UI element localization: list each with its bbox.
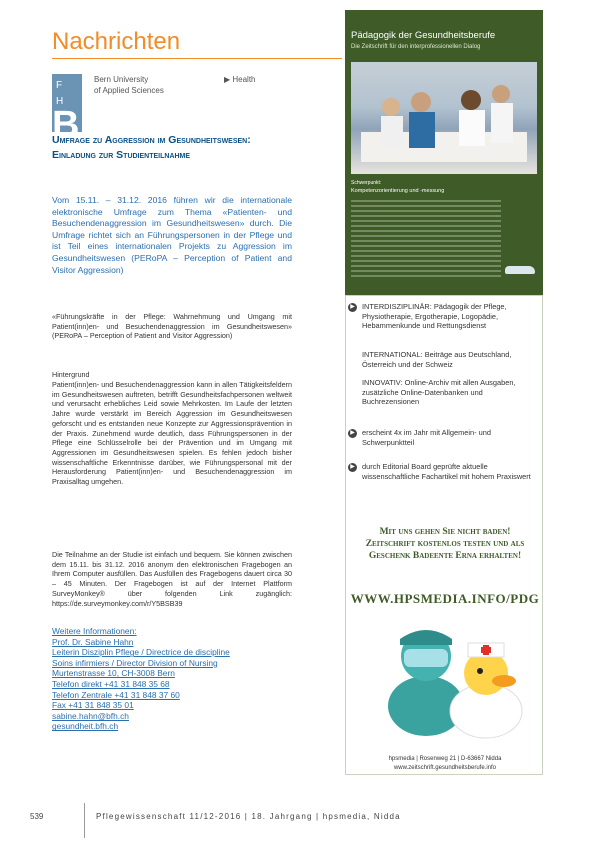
- ad-bullet-1: [348, 302, 538, 331]
- cover-contents: [351, 200, 501, 280]
- arrow-icon: ▶: [348, 303, 357, 312]
- contact-name: Prof. Dr. Sabine Hahn: [52, 636, 134, 647]
- participation-text: Die Teilnahme an der Studie ist einfach und bequem. Sie können zwischen dem 15.11. bis 31.12. 2016 anonym den elektronischen Fragebogen an Ihrem Computer ausfüllen. Das Ausfüllen des Fragebogens dauert circa 30 – 45 Minuten. Der Fragebogen ist auf der Internet Plattform SurveyMonkey® über folgenden Link zugänglich: https://de.surveymonkey.com/r/Y5BSB39: [52, 550, 292, 608]
- publisher-address: hpsmedia | Rosenweg 21 | D-63667 Nidda: [388, 756, 502, 762]
- promo-line-3: Geschenk Badeente Erna erhalten!: [368, 551, 522, 561]
- arrow-icon: ▶: [348, 463, 357, 472]
- contact-heading: Weitere Informationen:: [52, 626, 137, 636]
- background-text: Patient(inn)en- und Besuchendenaggression kann in allen Tätigkeitsfeldern im Gesundheitswesen auftreten, betrifft Gesundheitsfachpersonen weltweit und verursacht erhebliches Leid sowie Mehrkosten. Im Laufe der letzten Jahre wurde verstärkt im Bereich Aggression im Gesundheitswesen geforscht und es entstanden neue Konzepte zur Aggressionsprävention in der Praxis. Zunehmend wurde deutlich, dass Führungspersonen in der Pflege eine Schlüsselrolle bei der Prävention und im Umgang mit Aggressionen im Gesundheitswesen spielen. Es fehlen jedoch bisher wissenschaftliche Erkenntnisse darüber, wie Führungspersonal mit der Herausforderung Patient(inn)en- und Besuchendenaggression im Praxisalltag umgehen.: [52, 380, 292, 487]
- cover-photo-illustration: [351, 62, 537, 174]
- footer-divider: [84, 803, 85, 838]
- contact-role-2: Soins infirmiers / Director Division of Nursing: [52, 657, 218, 668]
- cover-title: Pädagogik der Gesundheitsberufe: [351, 30, 496, 41]
- ad-bullet-3: [348, 378, 538, 407]
- journal-ad-box: [345, 295, 543, 775]
- publisher-url-link[interactable]: www.zeitschrift.gesundheitsberufe.info: [393, 765, 497, 771]
- logo-line-1: Bern University: [94, 75, 149, 84]
- section-title: Nachrichten: [52, 28, 181, 55]
- ad-bullet-5-text: durch Editorial Board geprüfte aktuelle wissenschaftliche Fachartikel mit hohem Praxiswert: [362, 462, 531, 481]
- promo-line-1: Mit uns gehen Sie nicht baden!: [379, 527, 511, 537]
- logo-dept: ▶ Health: [224, 75, 256, 84]
- article-quote: «Führungskräfte in der Pflege: Wahrnehmung und Umgang mit Patient(inn)en- und Besuchendenaggression im Gesundheitswesen» (PERoPA – Perception of Patient and Visitor Aggression): [52, 312, 292, 341]
- ad-bullet-4-text: erscheint 4x im Jahr mit Allgemein- und Schwerpunktteil: [362, 428, 491, 447]
- cover-car-icon: [505, 266, 535, 274]
- cover-topic-label: Schwerpunkt:: [351, 180, 382, 186]
- ad-bullet-5: [348, 462, 538, 481]
- duck-illustration: [386, 611, 526, 741]
- cover-topic: Kompetenzorientierung und -messung: [351, 188, 445, 194]
- contact-block: [52, 626, 292, 732]
- logo-university: [94, 74, 164, 96]
- logo-line-2: of Applied Sciences: [94, 86, 164, 95]
- ad-bullet-4: [348, 428, 538, 447]
- footer-text: Pflegewissenschaft 11/12-2016 | 18. Jahrgang | hpsmedia, Nidda: [96, 812, 401, 821]
- logo-letter-h: H: [56, 96, 64, 107]
- contact-email-link[interactable]: sabine.hahn@bfh.ch: [52, 710, 129, 721]
- ad-bullet-1-text: INTERDISZIPLINÄR: Pädagogik der Pflege, Physiotherapie, Ergotherapie, Logopädie, Hebammenkunde und Rettungsdienst: [362, 302, 507, 331]
- page-number: 539: [30, 812, 44, 821]
- contact-phone-central: Telefon Zentrale +41 31 848 37 60: [52, 689, 180, 700]
- cover-subtitle: Die Zeitschrift für den interprofessionellen Dialog: [351, 44, 481, 50]
- contact-address: Murtenstrasse 10, CH-3008 Bern: [52, 668, 175, 679]
- contact-website-link[interactable]: gesundheit.bfh.ch: [52, 721, 119, 732]
- article-lead: Vom 15.11. – 31.12. 2016 führen wir die internationale elektronische Umfrage zum Thema «Patienten- und Besuchendenaggression im Gesundheitswesen» durch. Die Umfrage richtet sich an Führungspersonen in der Pflege und ist Teil eines internationalen Projekts zu Aggression im Gesundheitswesen (PERoPA – Perception of Patient and Visitor Aggression): [52, 195, 292, 275]
- article-headline: Umfrage zu Aggression im Gesundheitswesen: Einladung zur Studienteilnahme: [52, 134, 251, 161]
- journal-cover: [345, 10, 543, 295]
- contact-fax: Fax +41 31 848 35 01: [52, 700, 134, 711]
- title-rule: [52, 58, 342, 59]
- rubber-ducks-icon: [386, 611, 526, 741]
- ad-bullet-3-text: INNOVATIV: Online-Archiv mit allen Ausgaben, zusätzliche Online-Datenbanken und Buchrezensionen: [362, 378, 516, 407]
- ad-promo: [346, 526, 544, 562]
- cover-photo: [351, 62, 537, 174]
- logo-letter-f: F: [56, 80, 63, 91]
- ad-url-link[interactable]: WWW.HPSMEDIA.INFO/PDG: [350, 591, 540, 606]
- logo-letter-b: B: [52, 104, 80, 146]
- ad-bullet-2: [348, 350, 538, 369]
- contact-phone-direct: Telefon direkt +41 31 848 35 68: [52, 678, 170, 689]
- promo-line-2: Zeitschrift kostenlos testen und als: [365, 539, 525, 549]
- background-heading: Hintergrund: [52, 370, 90, 379]
- arrow-icon: ▶: [348, 429, 357, 438]
- ad-bullet-2-text: INTERNATIONAL: Beiträge aus Deutschland, Österreich und der Schweiz: [362, 350, 512, 369]
- contact-role-1: Leiterin Disziplin Pflege / Directrice de discipline: [52, 647, 230, 658]
